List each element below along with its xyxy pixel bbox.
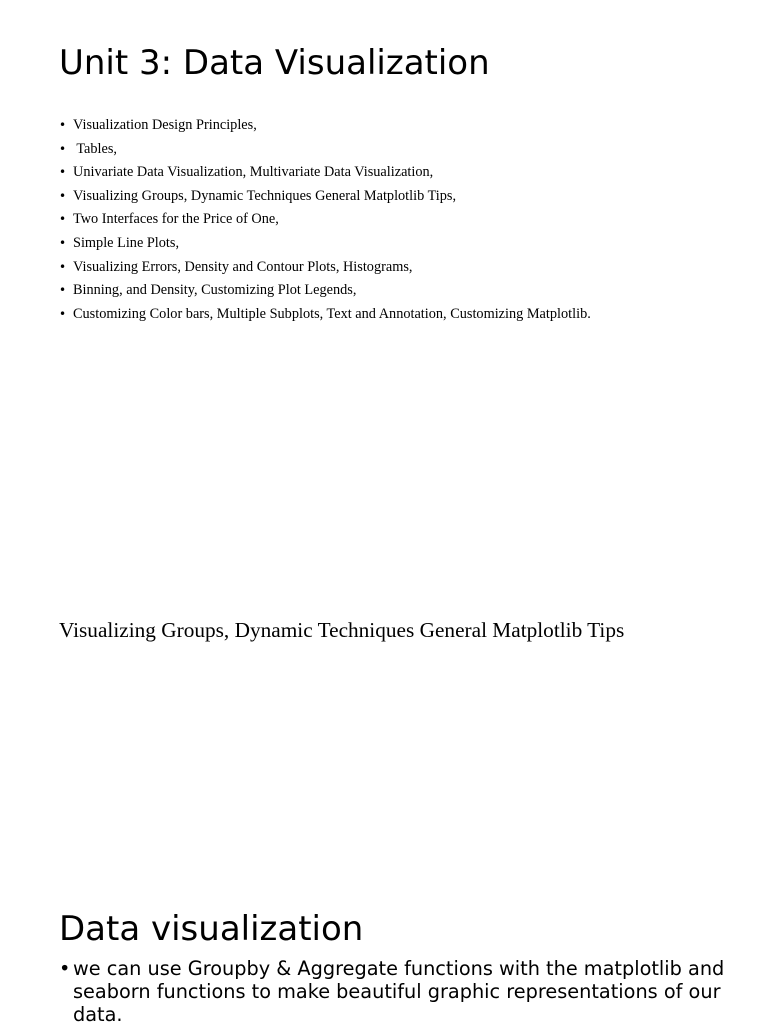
- data-visualization-title: Data visualization: [59, 909, 364, 949]
- slide-title: Unit 3: Data Visualization: [59, 43, 490, 83]
- data-visualization-points: [59, 957, 739, 1026]
- topic-item: [59, 138, 591, 162]
- bullet-icon: •: [59, 188, 67, 203]
- section-heading: Visualizing Groups, Dynamic Techniques General Matplotlib Tips: [59, 618, 625, 642]
- bullet-icon: •: [59, 165, 67, 180]
- topic-item: [59, 303, 591, 327]
- bullet-icon: •: [59, 212, 67, 227]
- point-text: we can use Groupby & Aggregate functions with the matplotlib and seaborn functions to make beautiful graphic representations of our data.: [73, 957, 725, 1026]
- topic-text: Univariate Data Visualization, Multivariate Data Visualization,: [73, 164, 434, 181]
- topic-item: [59, 232, 591, 256]
- bullet-icon: •: [59, 259, 67, 274]
- bullet-icon: •: [59, 957, 71, 980]
- topic-item: [59, 114, 591, 138]
- bullet-icon: •: [59, 235, 67, 250]
- topic-item: [59, 161, 591, 185]
- topic-text: Two Interfaces for the Price of One,: [73, 211, 279, 228]
- point-item: [59, 957, 739, 1026]
- topic-text: Tables,: [73, 140, 118, 157]
- bullet-icon: •: [59, 118, 67, 132]
- topic-text: Customizing Color bars, Multiple Subplots, Text and Annotation, Customizing Matplotlib.: [73, 305, 591, 322]
- topic-text: Visualizing Errors, Density and Contour Plots, Histograms,: [73, 258, 413, 275]
- topic-text: Simple Line Plots,: [73, 234, 180, 251]
- topic-text: Visualization Design Principles,: [73, 117, 257, 133]
- topic-list: [59, 114, 591, 326]
- topic-item: [59, 185, 591, 209]
- topic-item: [59, 208, 591, 232]
- topic-item: [59, 279, 591, 303]
- topic-text: Binning, and Density, Customizing Plot Legends,: [73, 282, 357, 299]
- bullet-icon: •: [59, 306, 67, 321]
- bullet-icon: •: [59, 283, 67, 298]
- bullet-icon: •: [59, 141, 67, 156]
- topic-item: [59, 256, 591, 280]
- topic-text: Visualizing Groups, Dynamic Techniques General Matplotlib Tips,: [73, 187, 457, 204]
